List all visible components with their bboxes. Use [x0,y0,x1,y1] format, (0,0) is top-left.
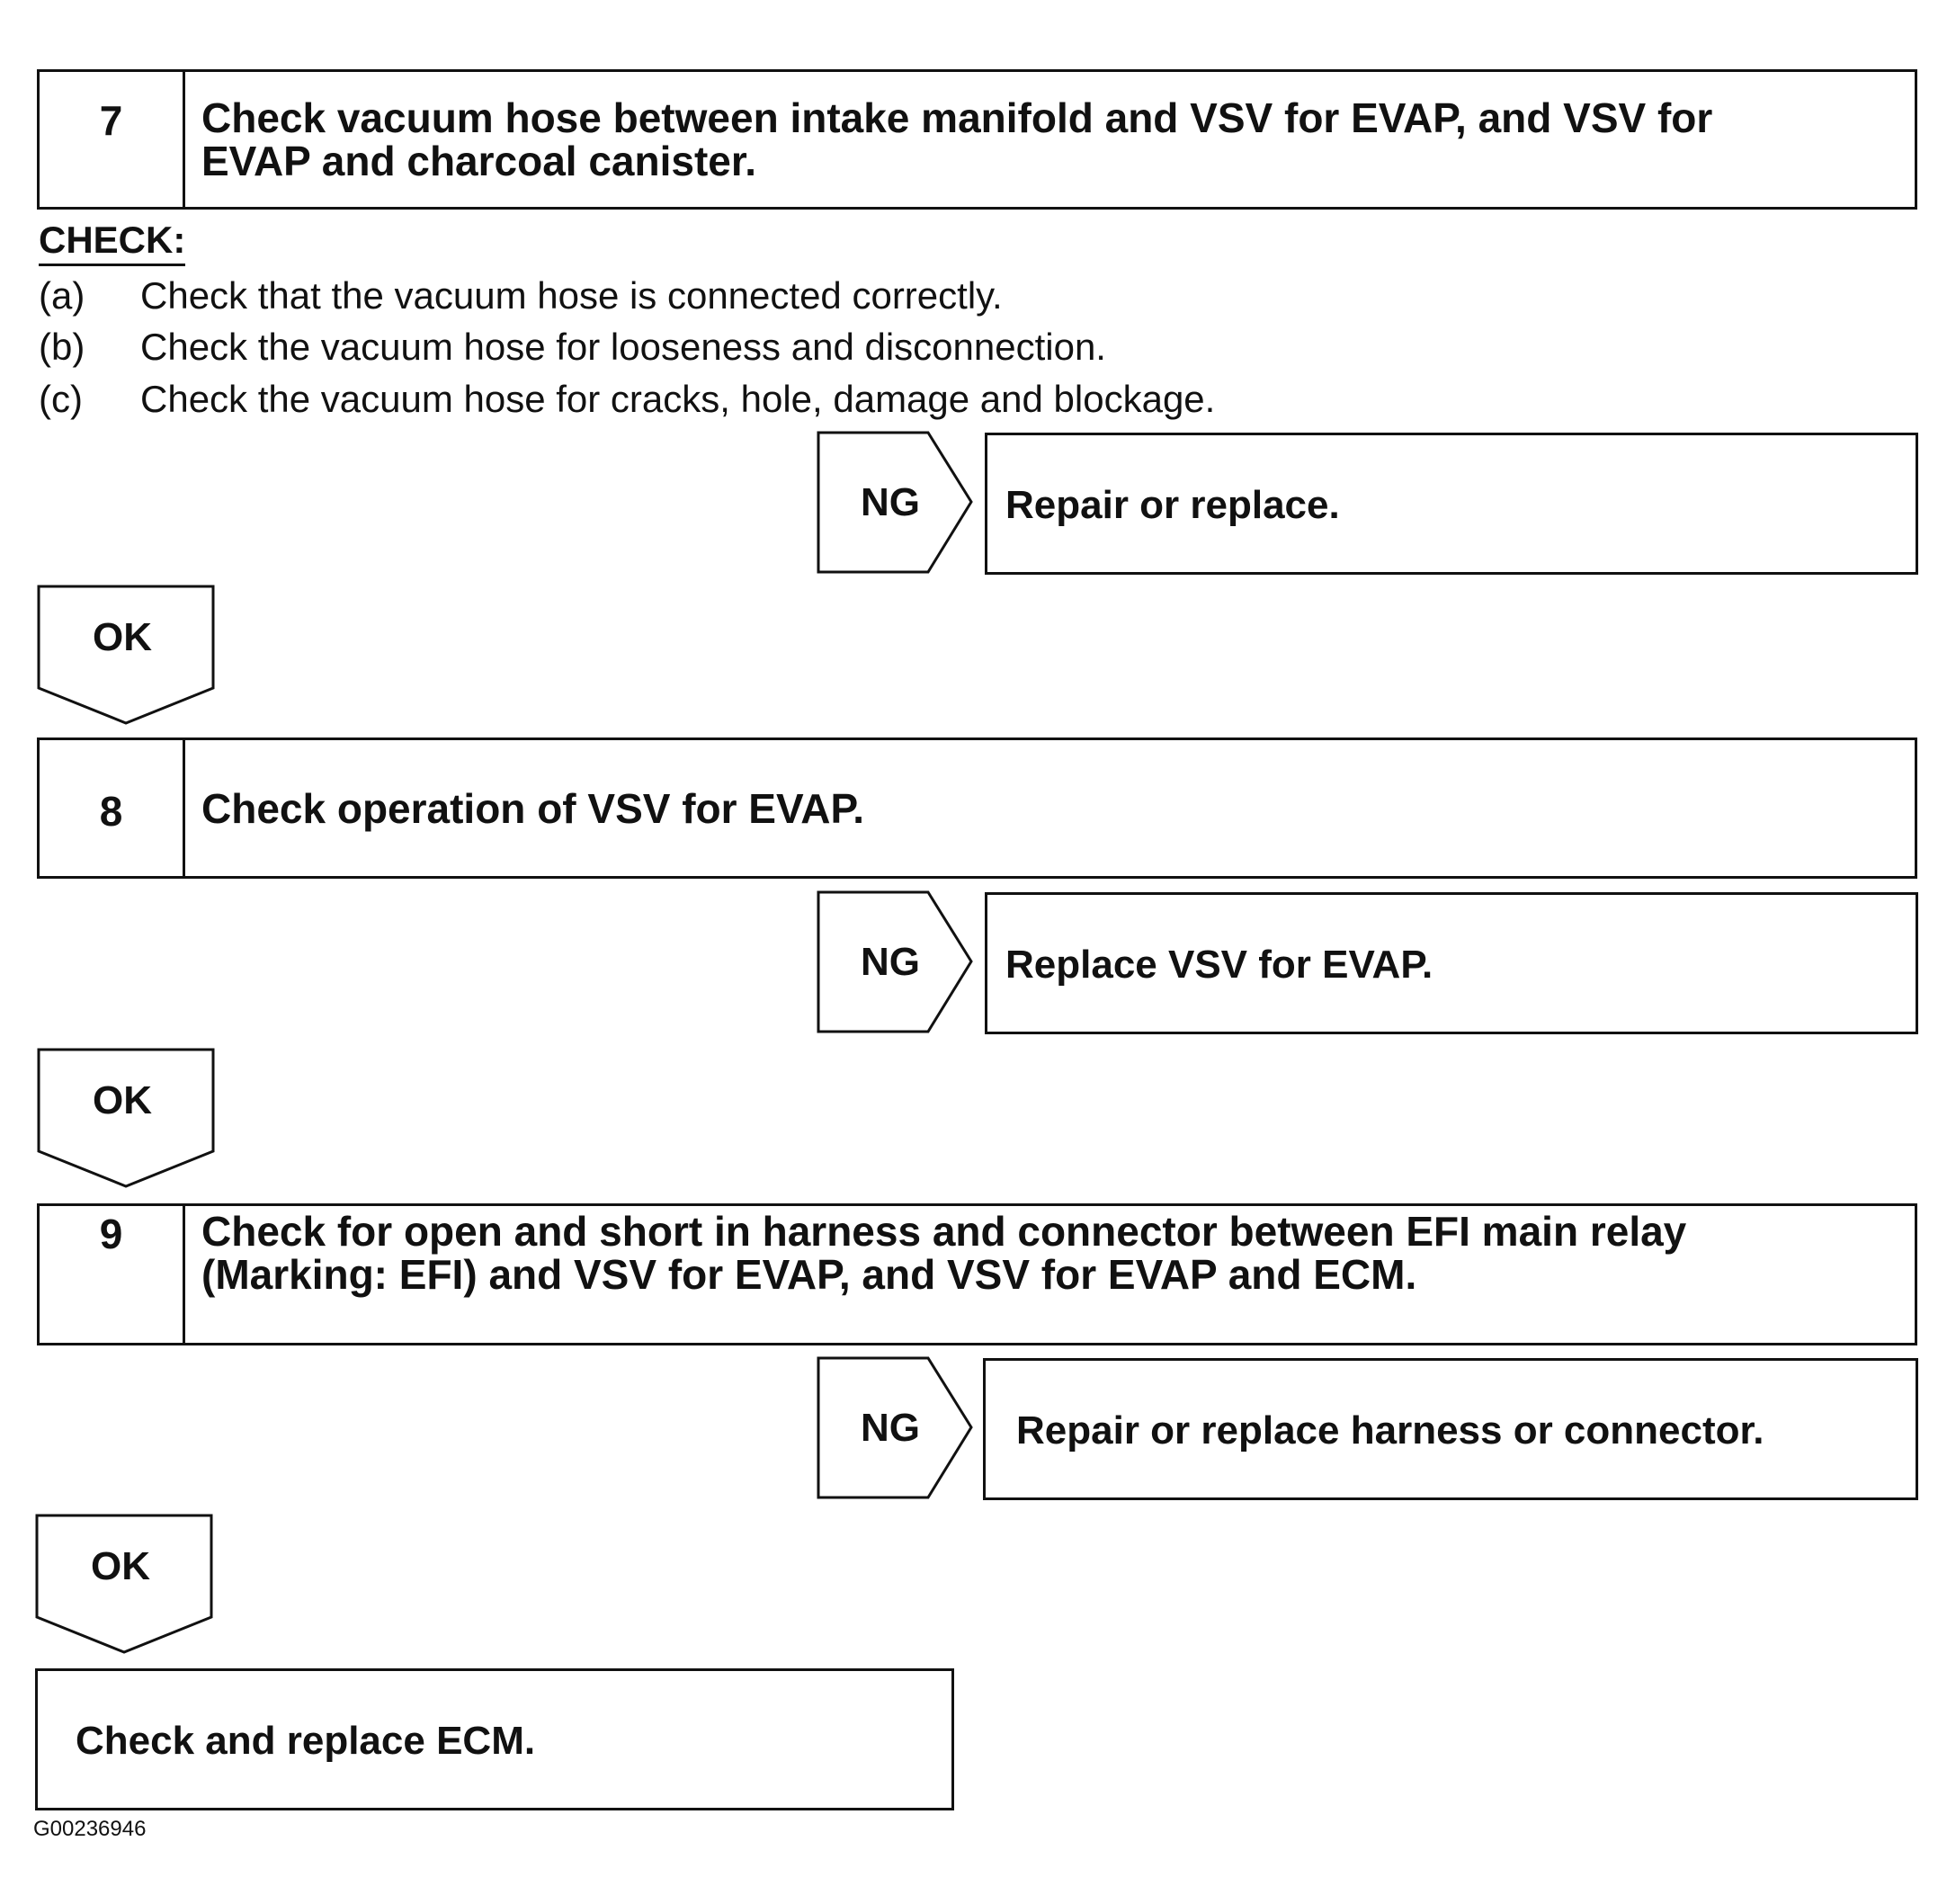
check-item [39,274,1003,317]
ok-label: OK [93,615,152,659]
figure-code: G00236946 [33,1817,147,1841]
check-item [39,326,1106,369]
final-action-box [35,1668,954,1810]
step-8-box [37,737,1917,879]
step-9-box [37,1203,1917,1345]
step-title-line: EVAP and charcoal canister. [201,138,757,184]
ng-result-text: Repair or replace. [1005,483,1340,527]
check-item-letter: (c) [39,378,83,420]
step-title-line: (Marking: EFI) and VSV for EVAP, and VSV for EVAP and ECM. [201,1251,1417,1298]
ng-label: NG [861,940,920,984]
ng-result-text: Repair or replace harness or connector. [1016,1408,1764,1453]
step-title-line: Check for open and short in harness and connector between EFI main relay [201,1208,1687,1255]
ng-result-box [985,892,1918,1034]
check-item-text: Check the vacuum hose for looseness and disconnection. [140,326,1106,368]
check-heading: CHECK: [39,219,185,266]
final-action-text: Check and replace ECM. [76,1719,536,1763]
check-item-text: Check that the vacuum hose is connected correctly. [140,274,1003,317]
step-number: 8 [40,740,185,876]
check-item-letter: (a) [39,274,85,317]
step-number: 7 [40,72,185,207]
step-title-line: Check vacuum hose between intake manifold and VSV for EVAP, and VSV for [201,94,1713,141]
step-title [201,1210,1897,1296]
ok-label: OK [93,1078,152,1122]
ng-result-box [985,433,1918,575]
step-7-box [37,69,1917,210]
check-item-letter: (b) [39,326,85,368]
step-number: 9 [40,1206,185,1343]
check-item-text: Check the vacuum hose for cracks, hole, damage and blockage. [140,378,1216,420]
step-title [201,787,1897,830]
ng-label: NG [861,1406,920,1450]
ng-label: NG [861,480,920,524]
ng-result-box [983,1358,1918,1500]
ng-result-text: Replace VSV for EVAP. [1005,943,1433,987]
step-title [201,96,1897,183]
check-item [39,378,1215,421]
step-title-line: Check operation of VSV for EVAP. [201,785,865,832]
ok-label: OK [91,1544,150,1588]
